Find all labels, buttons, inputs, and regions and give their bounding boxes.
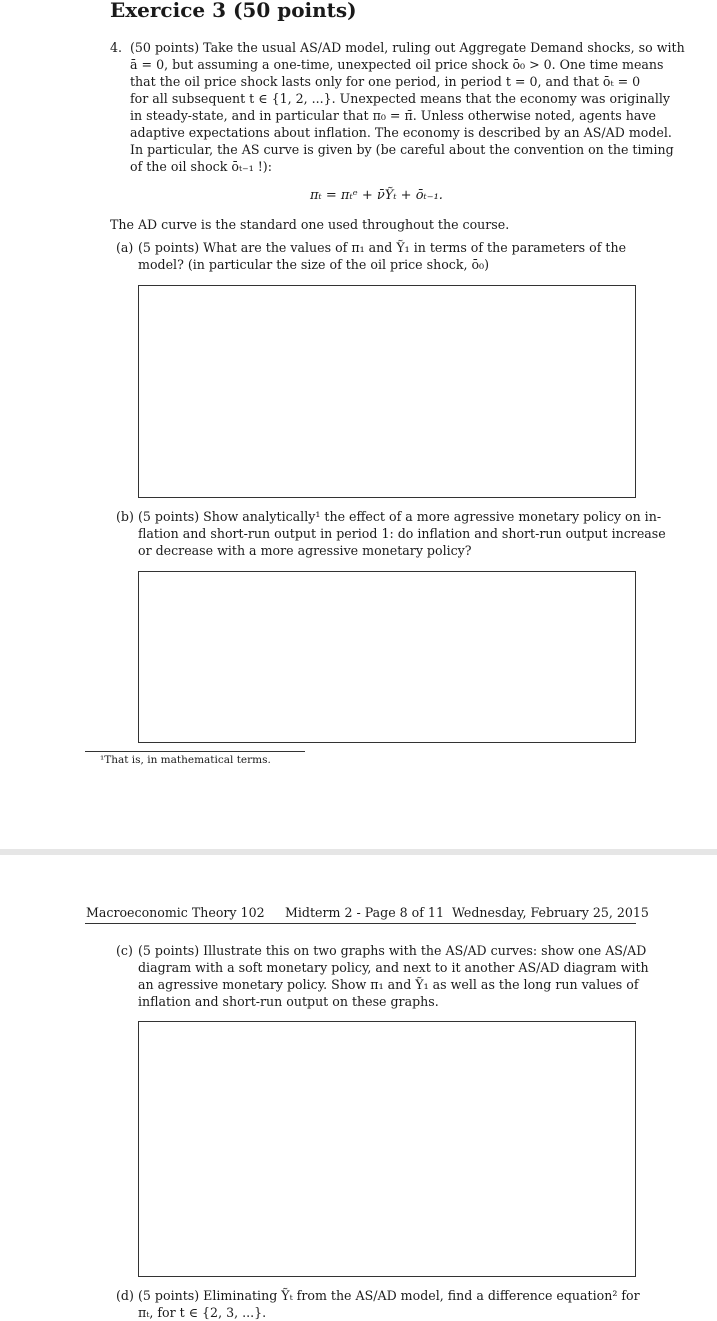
question-line: that the oil price shock lasts only for one period, in period t = 0, and that ōₜ = 0 <box>130 74 641 89</box>
answer-box-c[interactable] <box>138 1021 636 1277</box>
answer-box-b[interactable] <box>138 571 636 743</box>
question-line: (50 points) Take the usual AS/AD model, ruling out Aggregate Demand shocks, so with <box>130 40 685 55</box>
part-a-text <box>138 239 635 273</box>
page-separator <box>0 849 717 855</box>
question-text <box>130 39 685 175</box>
question-line: adaptive expectations about inflation. The economy is described by an AS/AD model. <box>130 125 672 140</box>
question-number: 4. <box>110 40 123 55</box>
part-a-line: model? (in particular the size of the oil price shock, ō₀) <box>138 257 490 272</box>
answer-box-a[interactable] <box>138 285 636 498</box>
part-c-line: inflation and short-run output on these graphs. <box>138 994 439 1009</box>
question-line: in steady-state, and in particular that π₀ = π̄. Unless otherwise noted, agents have <box>130 108 656 123</box>
part-b-label: (b) <box>116 509 134 524</box>
part-c-line: (5 points) Illustrate this on two graphs with the AS/AD curves: show one AS/AD <box>138 943 647 958</box>
part-b-line: (5 points) Show analytically¹ the effect of a more agressive monetary policy on in- <box>138 509 662 524</box>
header-exam-page: Midterm 2 - Page 8 of 11 <box>285 905 444 920</box>
part-c-line: diagram with a soft monetary policy, and next to it another AS/AD diagram with <box>138 960 649 975</box>
footnote-rule <box>85 751 305 752</box>
question-line: In particular, the AS curve is given by (be careful about the convention on the timing <box>130 142 674 157</box>
part-c-text <box>138 942 649 1010</box>
header-date: Wednesday, February 25, 2015 <box>452 905 649 920</box>
part-c-label: (c) <box>116 943 133 958</box>
ad-curve-note: The AD curve is the standard one used throughout the course. <box>110 217 510 232</box>
header-course: Macroeconomic Theory 102 <box>86 905 265 920</box>
part-d-label: (d) <box>116 1288 134 1303</box>
part-b-line: flation and short-run output in period 1: do inflation and short-run output increase <box>138 526 666 541</box>
part-b-text <box>138 508 666 559</box>
exercise-title: Exercice 3 (50 points) <box>110 0 357 22</box>
header-rule <box>85 923 636 924</box>
footnote: ¹That is, in mathematical terms. <box>100 754 271 766</box>
part-b-line: or decrease with a more agressive monetary policy? <box>138 543 472 558</box>
question-line: ā = 0, but assuming a one-time, unexpected oil price shock ō₀ > 0. One time means <box>130 57 664 72</box>
part-d-line: (5 points) Eliminating Ỹₜ from the AS/AD model, find a difference equation² for <box>138 1288 640 1303</box>
question-line: of the oil shock ōₜ₋₁ !): <box>130 159 272 174</box>
part-c-line: an agressive monetary policy. Show π₁ and Ỹ₁ as well as the long run values of <box>138 977 639 992</box>
part-a-label: (a) <box>116 240 134 255</box>
as-curve-equation: πₜ = πₜᵉ + ν̄Ỹₜ + ōₜ₋₁. <box>310 188 443 203</box>
part-a-line: (5 points) What are the values of π₁ and Ỹ₁ in terms of the parameters of the <box>138 240 627 255</box>
question-line: for all subsequent t ∈ {1, 2, ...}. Unexpected means that the economy was originally <box>130 91 671 106</box>
part-d-line: πₜ, for t ∈ {2, 3, ...}. <box>138 1305 267 1320</box>
